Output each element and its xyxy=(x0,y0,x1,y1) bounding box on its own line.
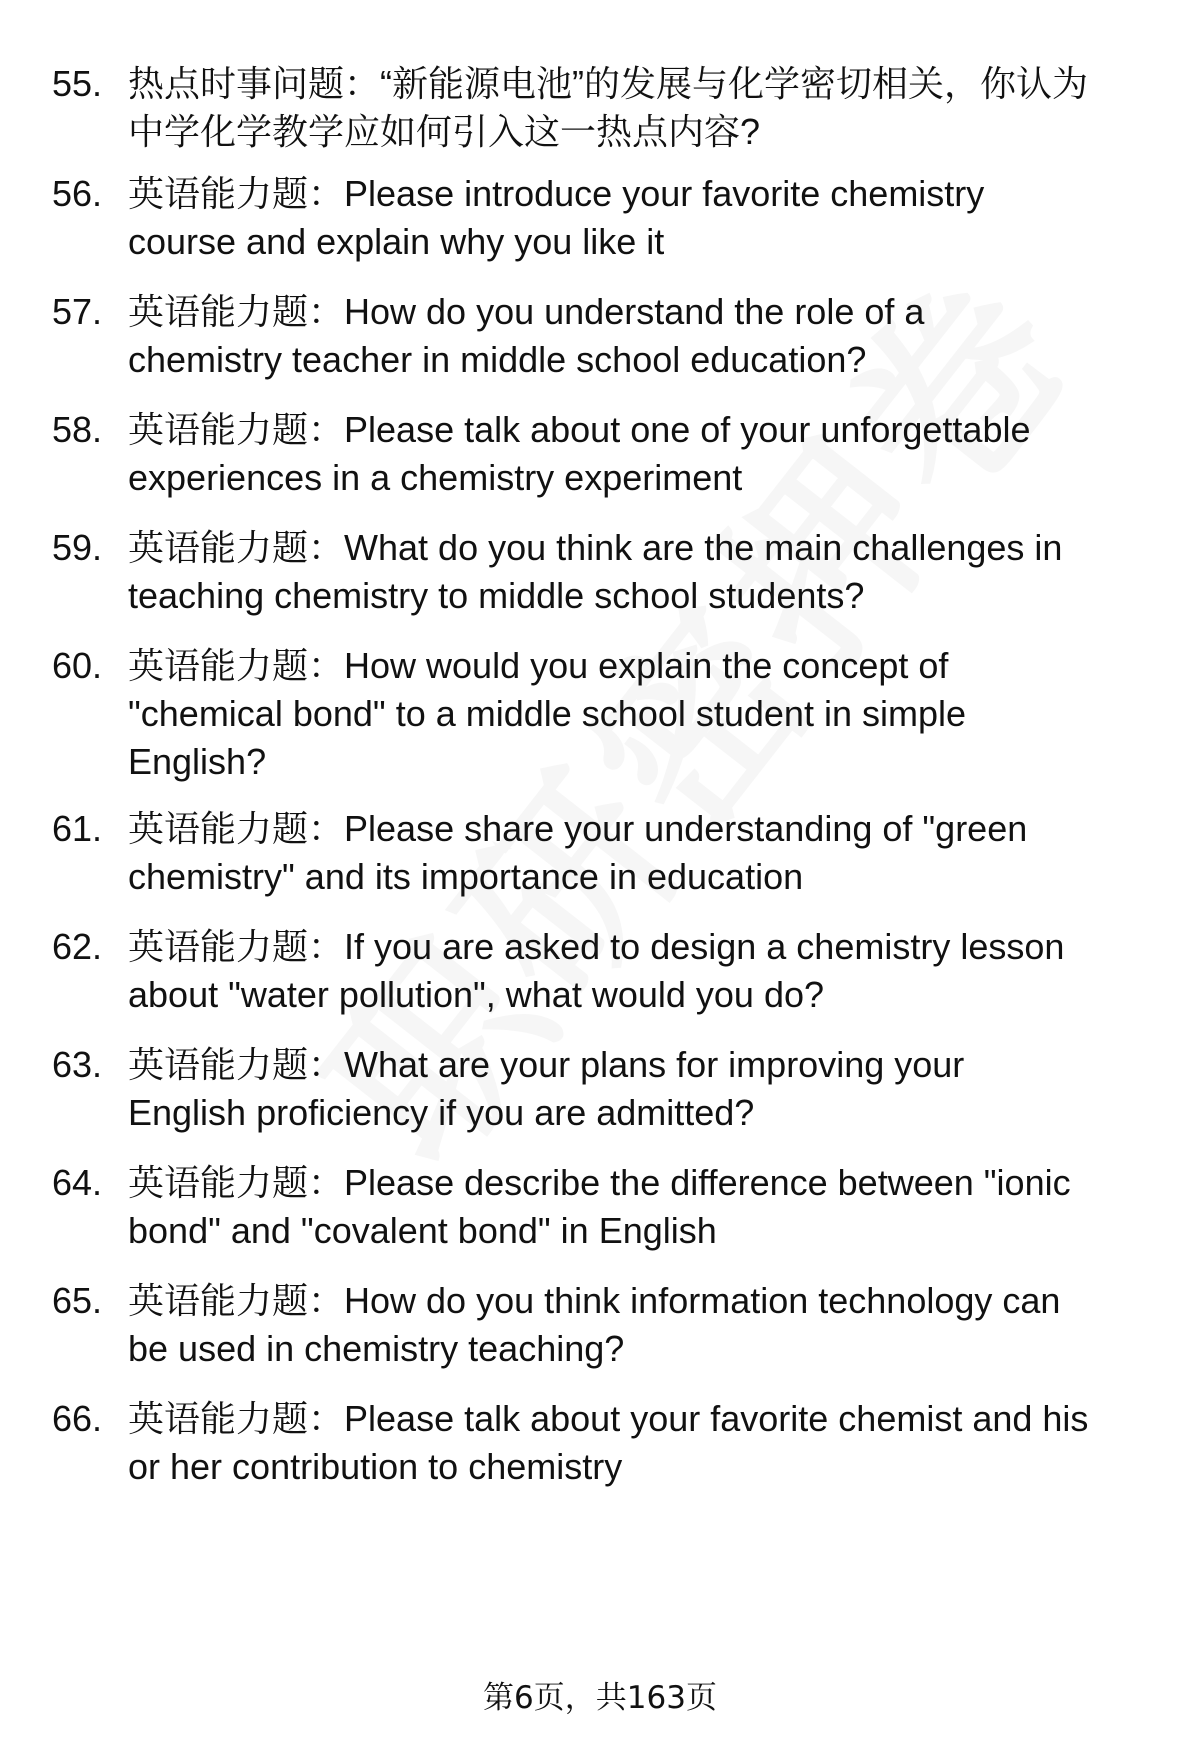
question-prefix: 英语能力题： xyxy=(128,409,345,450)
question-prefix: 热点时事问题： xyxy=(128,63,381,104)
question-text xyxy=(128,1277,1168,1373)
question-number: 57. xyxy=(52,291,103,332)
question-text xyxy=(128,406,1168,502)
question-body: If you are asked to design a chemistry lesson about "water pollution", what would you do? xyxy=(128,926,1065,1015)
question-text xyxy=(128,60,1168,156)
question-text xyxy=(128,288,1168,384)
question-body: “新能源电池”的发展与化学密切相关，你认为 中学化学教学应如何引入这一热点内容? xyxy=(128,63,1088,152)
question-body: What are your plans for improving your English proficiency if you are admitted? xyxy=(128,1044,965,1133)
question-prefix: 英语能力题： xyxy=(128,1044,345,1085)
page-footer: 第6页，共163页 xyxy=(483,1680,717,1716)
question-number: 66. xyxy=(52,1398,103,1439)
question-number: 65. xyxy=(52,1280,103,1321)
question-number: 62. xyxy=(52,926,103,967)
question-prefix: 英语能力题： xyxy=(128,1280,345,1321)
question-text xyxy=(128,923,1168,1019)
question-body: How would you explain the concept of "chemical bond" to a middle school student in simple English? xyxy=(128,645,967,782)
question-prefix: 英语能力题： xyxy=(128,926,345,967)
question-body: Please introduce your favorite chemistry course and explain why you like it xyxy=(128,173,985,262)
question-prefix: 英语能力题： xyxy=(128,808,345,849)
question-number: 58. xyxy=(52,409,103,450)
question-number: 64. xyxy=(52,1162,103,1203)
question-body: Please describe the difference between "ionic bond" and "covalent bond" in English xyxy=(128,1162,1071,1251)
question-body: Please share your understanding of "green chemistry" and its importance in education xyxy=(128,808,1028,897)
question-number: 56. xyxy=(52,173,103,214)
question-text xyxy=(128,524,1168,620)
question-prefix: 英语能力题： xyxy=(128,291,345,332)
question-body: Please talk about one of your unforgettable experiences in a chemistry experiment xyxy=(128,409,1031,498)
question-text xyxy=(128,805,1168,901)
question-text xyxy=(128,642,1168,786)
question-number: 60. xyxy=(52,645,103,686)
question-body: Please talk about your favorite chemist and his or her contribution to chemistry xyxy=(128,1398,1089,1487)
question-number: 59. xyxy=(52,527,103,568)
question-number: 61. xyxy=(52,808,103,849)
question-body: What do you think are the main challenges in teaching chemistry to middle school students? xyxy=(128,527,1063,616)
question-prefix: 英语能力题： xyxy=(128,1162,345,1203)
question-number: 55. xyxy=(52,63,103,104)
question-text xyxy=(128,170,1168,266)
question-prefix: 英语能力题： xyxy=(128,645,345,686)
question-prefix: 英语能力题： xyxy=(128,1398,345,1439)
question-prefix: 英语能力题： xyxy=(128,173,345,214)
question-number: 63. xyxy=(52,1044,103,1085)
question-text xyxy=(128,1395,1168,1491)
question-body: How do you understand the role of a chemistry teacher in middle school education? xyxy=(128,291,925,380)
question-text xyxy=(128,1159,1168,1255)
question-prefix: 英语能力题： xyxy=(128,527,345,568)
question-body: How do you think information technology can be used in chemistry teaching? xyxy=(128,1280,1061,1369)
question-text xyxy=(128,1041,1168,1137)
